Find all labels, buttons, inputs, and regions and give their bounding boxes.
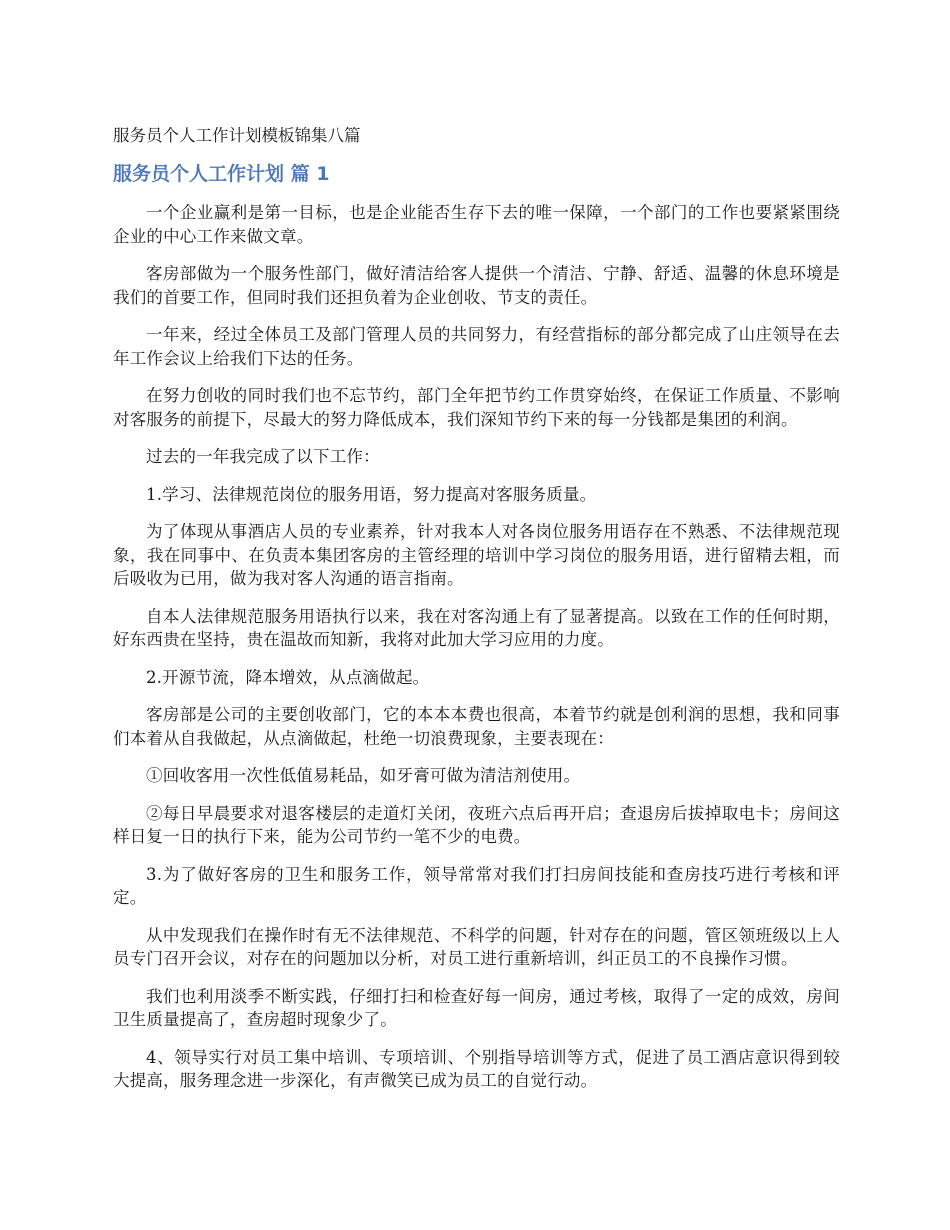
document-title: 服务员个人工作计划模板锦集八篇	[113, 126, 361, 145]
paragraph-12: ②每日早晨要求对退客楼层的走道灯关闭，夜班六点后再开启；查退房后拔掉取电卡；房间这样日复一日的执行下来，能为公司节约一笔不少的电费。	[113, 803, 840, 846]
paragraph-14: 从中发现我们在操作时有无不法律规范、不科学的问题，针对存在的问题，管区领班级以上人员专门召开会议，对存在的问题加以分析，对员工进行重新培训，纠正员工的不良操作习惯。	[113, 925, 840, 968]
paragraph-16: 4、领导实行对员工集中培训、专项培训、个别指导培训等方式，促进了员工酒店意识得到较大提高，服务理念进一步深化，有声微笑已成为员工的自觉行动。	[113, 1047, 840, 1090]
paragraph-11: ①回收客用一次性低值易耗品，如牙膏可做为清洁剂使用。	[146, 766, 581, 785]
paragraph-9: 2.开源节流，降本增效，从点滴做起。	[146, 667, 430, 687]
paragraph-2: 客房部做为一个服务性部门，做好清洁给客人提供一个清洁、宁静、舒适、温馨的休息环境是我们的首要工作，但同时我们还担负着为企业创收、节支的责任。	[113, 264, 840, 307]
paragraph-15: 我们也利用淡季不断实践，仔细打扫和检查好每一间房，通过考核，取得了一定的成效，房间卫生质量提高了，查房超时现象少了。	[113, 986, 840, 1029]
document-page	[113, 123, 840, 1107]
paragraph-4: 在努力创收的同时我们也不忘节约，部门全年把节约工作贯穿始终，在保证工作质量、不影响对客服务的前提下，尽最大的努力降低成本，我们深知节约下来的每一分钱都是集团的利润。	[113, 386, 840, 429]
paragraph-7: 为了体现从事酒店人员的专业素养，针对我本人对各岗位服务用语存在不熟悉、不法律规范现象，我在同事中、在负责本集团客房的主管经理的培训中学习岗位的服务用语，进行留精去粗，而后吸收为已用，做为我对客人沟通的语言指南。	[113, 522, 840, 588]
section-heading: 服务员个人工作计划 篇 1	[113, 163, 330, 185]
paragraph-8: 自本人法律规范服务用语执行以来，我在对客沟通上有了显著提高。以致在工作的任何时期，好东西贵在坚持，贵在温故而知新，我将对此加大学习应用的力度。	[113, 606, 840, 649]
paragraph-6: 1.学习、法律规范岗位的服务用语，努力提高对客服务质量。	[146, 484, 597, 504]
paragraph-5: 过去的一年我完成了以下工作：	[146, 447, 380, 466]
paragraph-13: 3.为了做好客房的卫生和服务工作，领导常常对我们打扫房间技能和查房技巧进行考核和评定。	[113, 864, 840, 907]
paragraph-10: 客房部是公司的主要创收部门，它的本本本费也很高，本着节约就是创利润的思想，我和同事们本着从自我做起，从点滴做起，杜绝一切浪费现象，主要表现在：	[113, 705, 840, 748]
paragraph-3: 一年来，经过全体员工及部门管理人员的共同努力，有经营指标的部分都完成了山庄领导在去年工作会议上给我们下达的任务。	[113, 325, 840, 368]
paragraph-1: 一个企业赢利是第一目标，也是企业能否生存下去的唯一保障，一个部门的工作也要紧紧围绕企业的中心工作来做文章。	[113, 203, 840, 246]
